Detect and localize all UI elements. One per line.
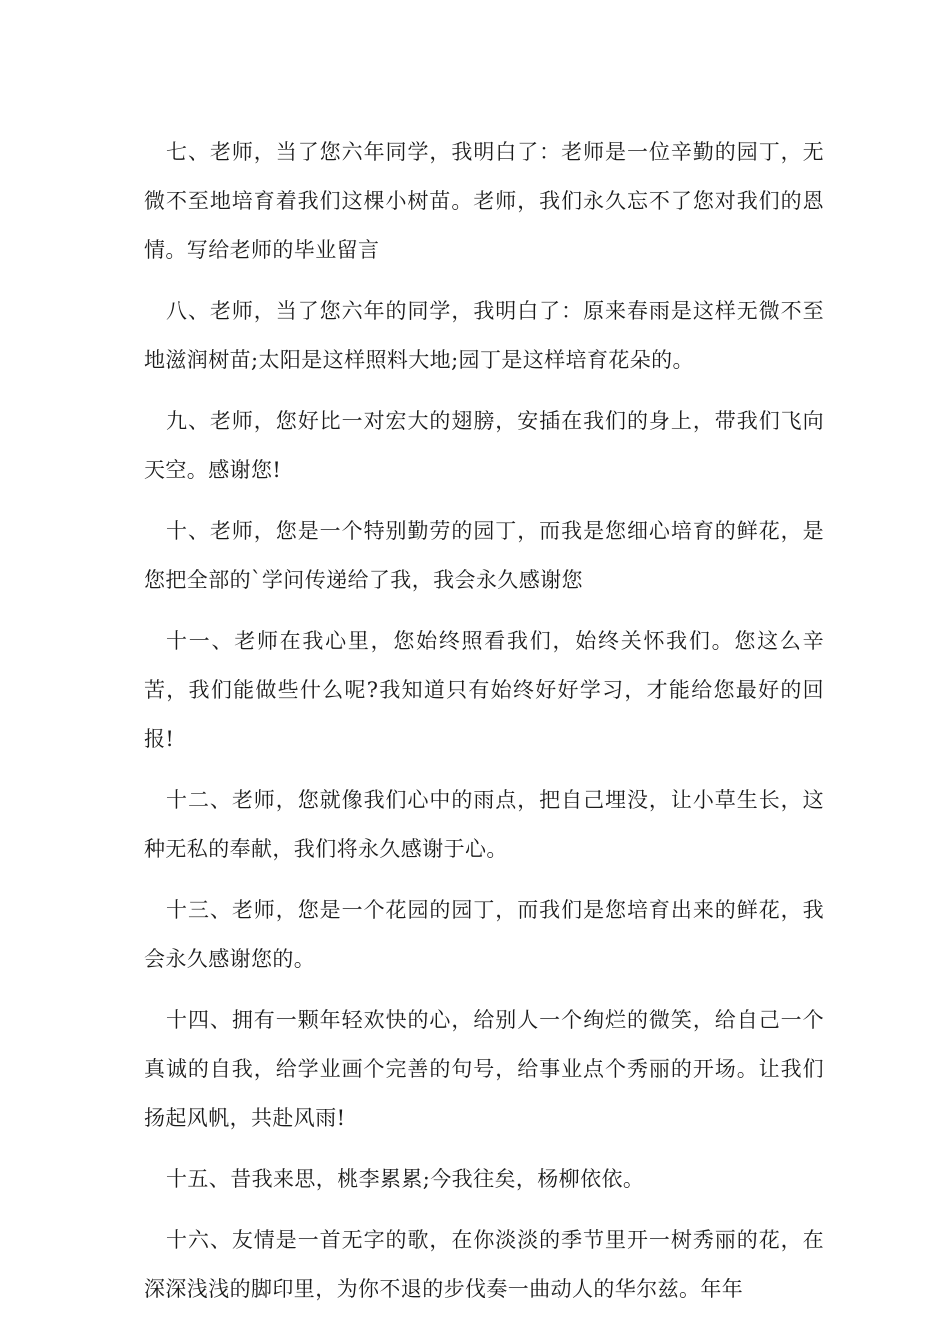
paragraph-15: 十五、昔我来思，桃李累累;今我往矣，杨柳依依。: [166, 1167, 645, 1191]
document-body: [144, 128, 824, 1326]
paragraph-8: 八、老师，当了您六年的同学，我明白了：原来春雨是这样无微不至地滋润树苗;太阳是这样照料大地;园丁是这样培育花朵的。: [144, 299, 824, 372]
paragraph-13: 十三、老师，您是一个花园的园丁，而我们是您培育出来的鲜花，我会永久感谢您的。: [144, 898, 824, 971]
paragraph-9: 九、老师，您好比一对宏大的翅膀，安插在我们的身上，带我们飞向天空。感谢您!: [144, 409, 824, 482]
paragraph-12: 十二、老师，您就像我们心中的雨点，把自己埋没，让小草生长，这种无私的奉献，我们将永久感谢于心。: [144, 788, 824, 861]
paragraph-7: 七、老师，当了您六年同学，我明白了：老师是一位辛勤的园丁，无微不至地培育着我们这棵小树苗。老师，我们永久忘不了您对我们的恩情。写给老师的毕业留言: [144, 140, 824, 262]
paragraph-11: 十一、老师在我心里，您始终照看我们，始终关怀我们。您这么辛苦，我们能做些什么呢?我知道只有始终好好学习，才能给您最好的回报!: [144, 629, 824, 751]
paragraph-14: 十四、拥有一颗年轻欢快的心，给别人一个绚烂的微笑，给自己一个真诚的自我，给学业画个完善的句号，给事业点个秀丽的开场。让我们扬起风帆，共赴风雨!: [144, 1008, 824, 1130]
paragraph-10: 十、老师，您是一个特别勤劳的园丁，而我是您细心培育的鲜花，是您把全部的`学问传递给了我，我会永久感谢您: [144, 519, 824, 592]
paragraph-16: 十六、友情是一首无字的歌，在你淡淡的季节里开一树秀丽的花，在深深浅浅的脚印里，为你不退的步伐奏一曲动人的华尔兹。年年: [144, 1228, 824, 1301]
